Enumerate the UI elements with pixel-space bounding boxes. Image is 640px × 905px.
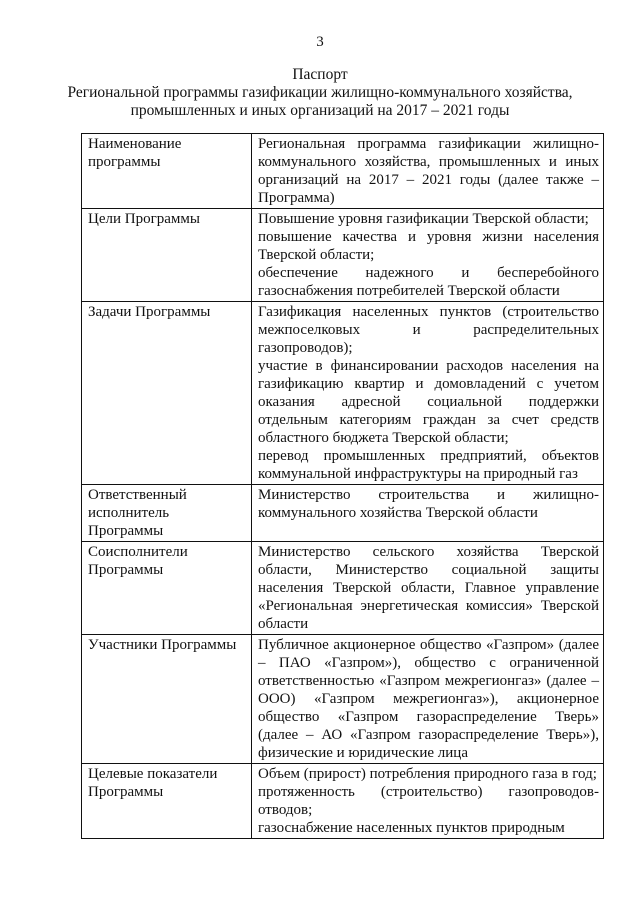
table-row (82, 542, 604, 635)
row-label: Целевые показатели Программы (82, 764, 252, 839)
row-label: Ответственный исполнитель Программы (82, 485, 252, 542)
row-value (252, 542, 604, 635)
value-paragraph: Объем (прирост) потребления природного газа в год; (258, 766, 597, 782)
row-label: Соисполнители Программы (82, 542, 252, 635)
row-value (252, 134, 604, 209)
row-label: Цели Программы (82, 209, 252, 302)
table-row (82, 209, 604, 302)
heading-subtitle-line-1: Региональной программы газификации жилищно-коммунального хозяйства, (67, 84, 573, 101)
row-value (252, 485, 604, 542)
table-row (82, 485, 604, 542)
document-heading (40, 66, 600, 120)
value-paragraph: участие в финансировании расходов населения на газификацию квартир и домовладений с учетом оказания адресной социальной поддержки отдельным категориям граждан за счет средств областного бюджета Тверской области; (258, 358, 599, 446)
passport-table (81, 133, 604, 839)
value-paragraph: Публичное акционерное общество «Газпром» (далее – ПАО «Газпром»), общество с ограниченной ответственностью «Газпром межрегионгаз» (далее – ООО) «Газпром межрегионгаз»), акционерное общество «Газпром газораспределение Тверь» (далее – АО «Газпром газораспределение Тверь»), физические и юридические лица (258, 637, 599, 761)
value-paragraph: Региональная программа газификации жилищно-коммунального хозяйства, промышленных и иных организаций на 2017 – 2021 годы (далее также – Программа) (258, 136, 599, 206)
value-paragraph: Повышение уровня газификации Тверской области; (258, 211, 589, 227)
row-label: Участники Программы (82, 635, 252, 764)
value-paragraph: Газификация населенных пунктов (строительство межпоселковых и распределительных газопроводов); (258, 304, 599, 356)
value-paragraph: Министерство сельского хозяйства Тверской области, Министерство социальной защиты населения Тверской области, Главное управление «Региональная энергетическая комиссия» Тверской области (258, 544, 599, 632)
row-label: Задачи Программы (82, 302, 252, 485)
table-row (82, 134, 604, 209)
row-value (252, 209, 604, 302)
table-row (82, 635, 604, 764)
value-paragraph: газоснабжение населенных пунктов природным (258, 820, 565, 836)
value-paragraph: повышение качества и уровня жизни населения Тверской области; (258, 229, 599, 263)
row-value (252, 764, 604, 839)
table-row (82, 302, 604, 485)
value-paragraph: Министерство строительства и жилищно-коммунального хозяйства Тверской области (258, 487, 599, 521)
value-paragraph: протяженность (строительство) газопроводов-отводов; (258, 784, 599, 818)
heading-subtitle-line-2: промышленных и иных организаций на 2017 – 2021 годы (130, 102, 510, 119)
row-value (252, 302, 604, 485)
value-paragraph: перевод промышленных предприятий, объектов коммунальной инфраструктуры на природный газ (258, 448, 599, 482)
page-number: 3 (316, 34, 324, 50)
heading-title: Паспорт (292, 66, 348, 83)
row-label: Наименование программы (82, 134, 252, 209)
row-value (252, 635, 604, 764)
table-row (82, 764, 604, 839)
value-paragraph: обеспечение надежного и бесперебойного газоснабжения потребителей Тверской области (258, 265, 599, 299)
